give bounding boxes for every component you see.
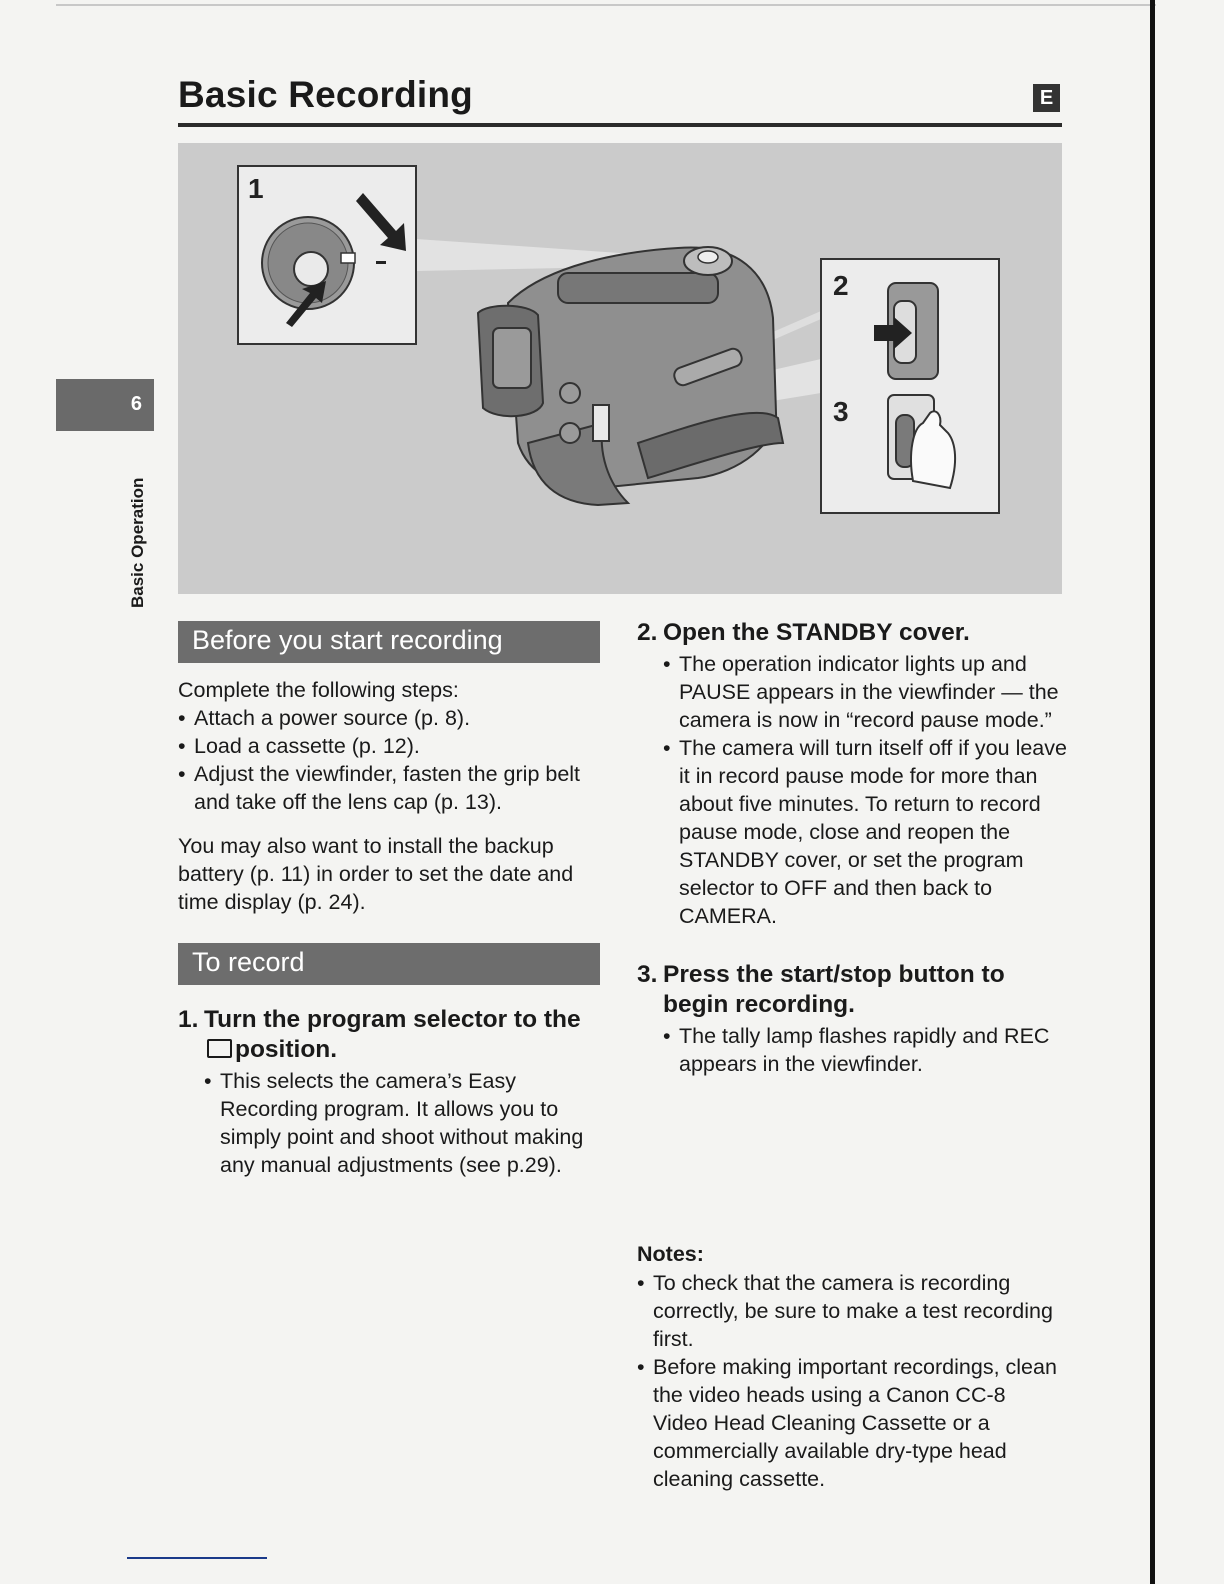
step-3-title: Press the start/stop button to begin recording.	[663, 961, 1005, 1018]
list-item: • The operation indicator lights up and PAUSE appears in the viewfinder — the camera is now in “record pause mode.”	[663, 650, 1067, 734]
easy-recording-box-icon	[207, 1039, 232, 1058]
step-3-number: 3.	[637, 961, 658, 988]
footer-line	[127, 1557, 267, 1559]
step-1-bullets	[204, 1067, 603, 1179]
step-1-number: 1.	[178, 1006, 199, 1033]
to-record-banner: To record	[178, 943, 600, 985]
step-1	[178, 1005, 603, 1179]
list-item: • Attach a power source (p. 8).	[178, 704, 608, 732]
step-2-title: Open the STANDBY cover.	[663, 619, 970, 646]
callout-box-2-3	[821, 259, 999, 513]
list-item: • Load a cassette (p. 12).	[178, 732, 608, 760]
before-steps-list	[178, 704, 608, 816]
step-3-heading	[637, 960, 1062, 1020]
notes-heading: Notes:	[637, 1242, 704, 1266]
step-2-number: 2.	[637, 619, 658, 646]
list-item: • This selects the camera’s Easy Recording program. It allows you to simply point and shoot without making any manual adjustments (see p.29).	[204, 1067, 603, 1179]
before-recording-content	[178, 676, 608, 916]
callout-box-1	[238, 166, 416, 344]
section-tab: Basic Operation	[128, 477, 147, 608]
callout-number-1: 1	[248, 173, 264, 204]
before-intro: Complete the following steps:	[178, 678, 459, 702]
step-3-bullets	[663, 1022, 1062, 1078]
step-1-title-end: position.	[235, 1036, 338, 1063]
step-1-heading	[178, 1005, 603, 1065]
step-2	[637, 618, 1067, 930]
step-2-bullets	[663, 650, 1067, 930]
title-rule	[178, 123, 1062, 127]
backup-battery-note: You may also want to install the backup battery (p. 11) in order to set the date and time display (p. 24).	[178, 834, 574, 914]
page-number-tab: 6	[56, 379, 154, 431]
step-2-heading	[637, 618, 1067, 648]
list-item: • Adjust the viewfinder, fasten the grip belt and take off the lens cap (p. 13).	[178, 760, 608, 816]
language-badge: E	[1033, 84, 1060, 112]
callout-number-2: 2	[833, 270, 849, 301]
callout-number-3: 3	[833, 396, 849, 427]
step-1-title: Turn the program selector to the	[204, 1006, 581, 1033]
notes-list	[637, 1269, 1062, 1493]
page-title: Basic Recording	[178, 74, 473, 115]
list-item: • The tally lamp flashes rapidly and REC appears in the viewfinder.	[663, 1022, 1062, 1078]
top-edge-rule	[56, 4, 1156, 6]
list-item: • To check that the camera is recording correctly, be sure to make a test recording first.	[637, 1269, 1062, 1353]
step-3	[637, 960, 1062, 1078]
notes-section	[637, 1242, 1062, 1493]
page-right-edge	[1150, 0, 1155, 1584]
list-item: • The camera will turn itself off if you leave it in record pause mode for more than about five minutes. To return to record pause mode, close and reopen the STANDBY cover, or set the program selector to OFF and then back to CAMERA.	[663, 734, 1067, 930]
camcorder-illustration	[178, 143, 1062, 594]
before-recording-banner: Before you start recording	[178, 621, 600, 663]
list-item: • Before making important recordings, clean the video heads using a Canon CC-8 Video Head Cleaning Cassette or a commercially available dry-type head cleaning cassette.	[637, 1353, 1062, 1493]
